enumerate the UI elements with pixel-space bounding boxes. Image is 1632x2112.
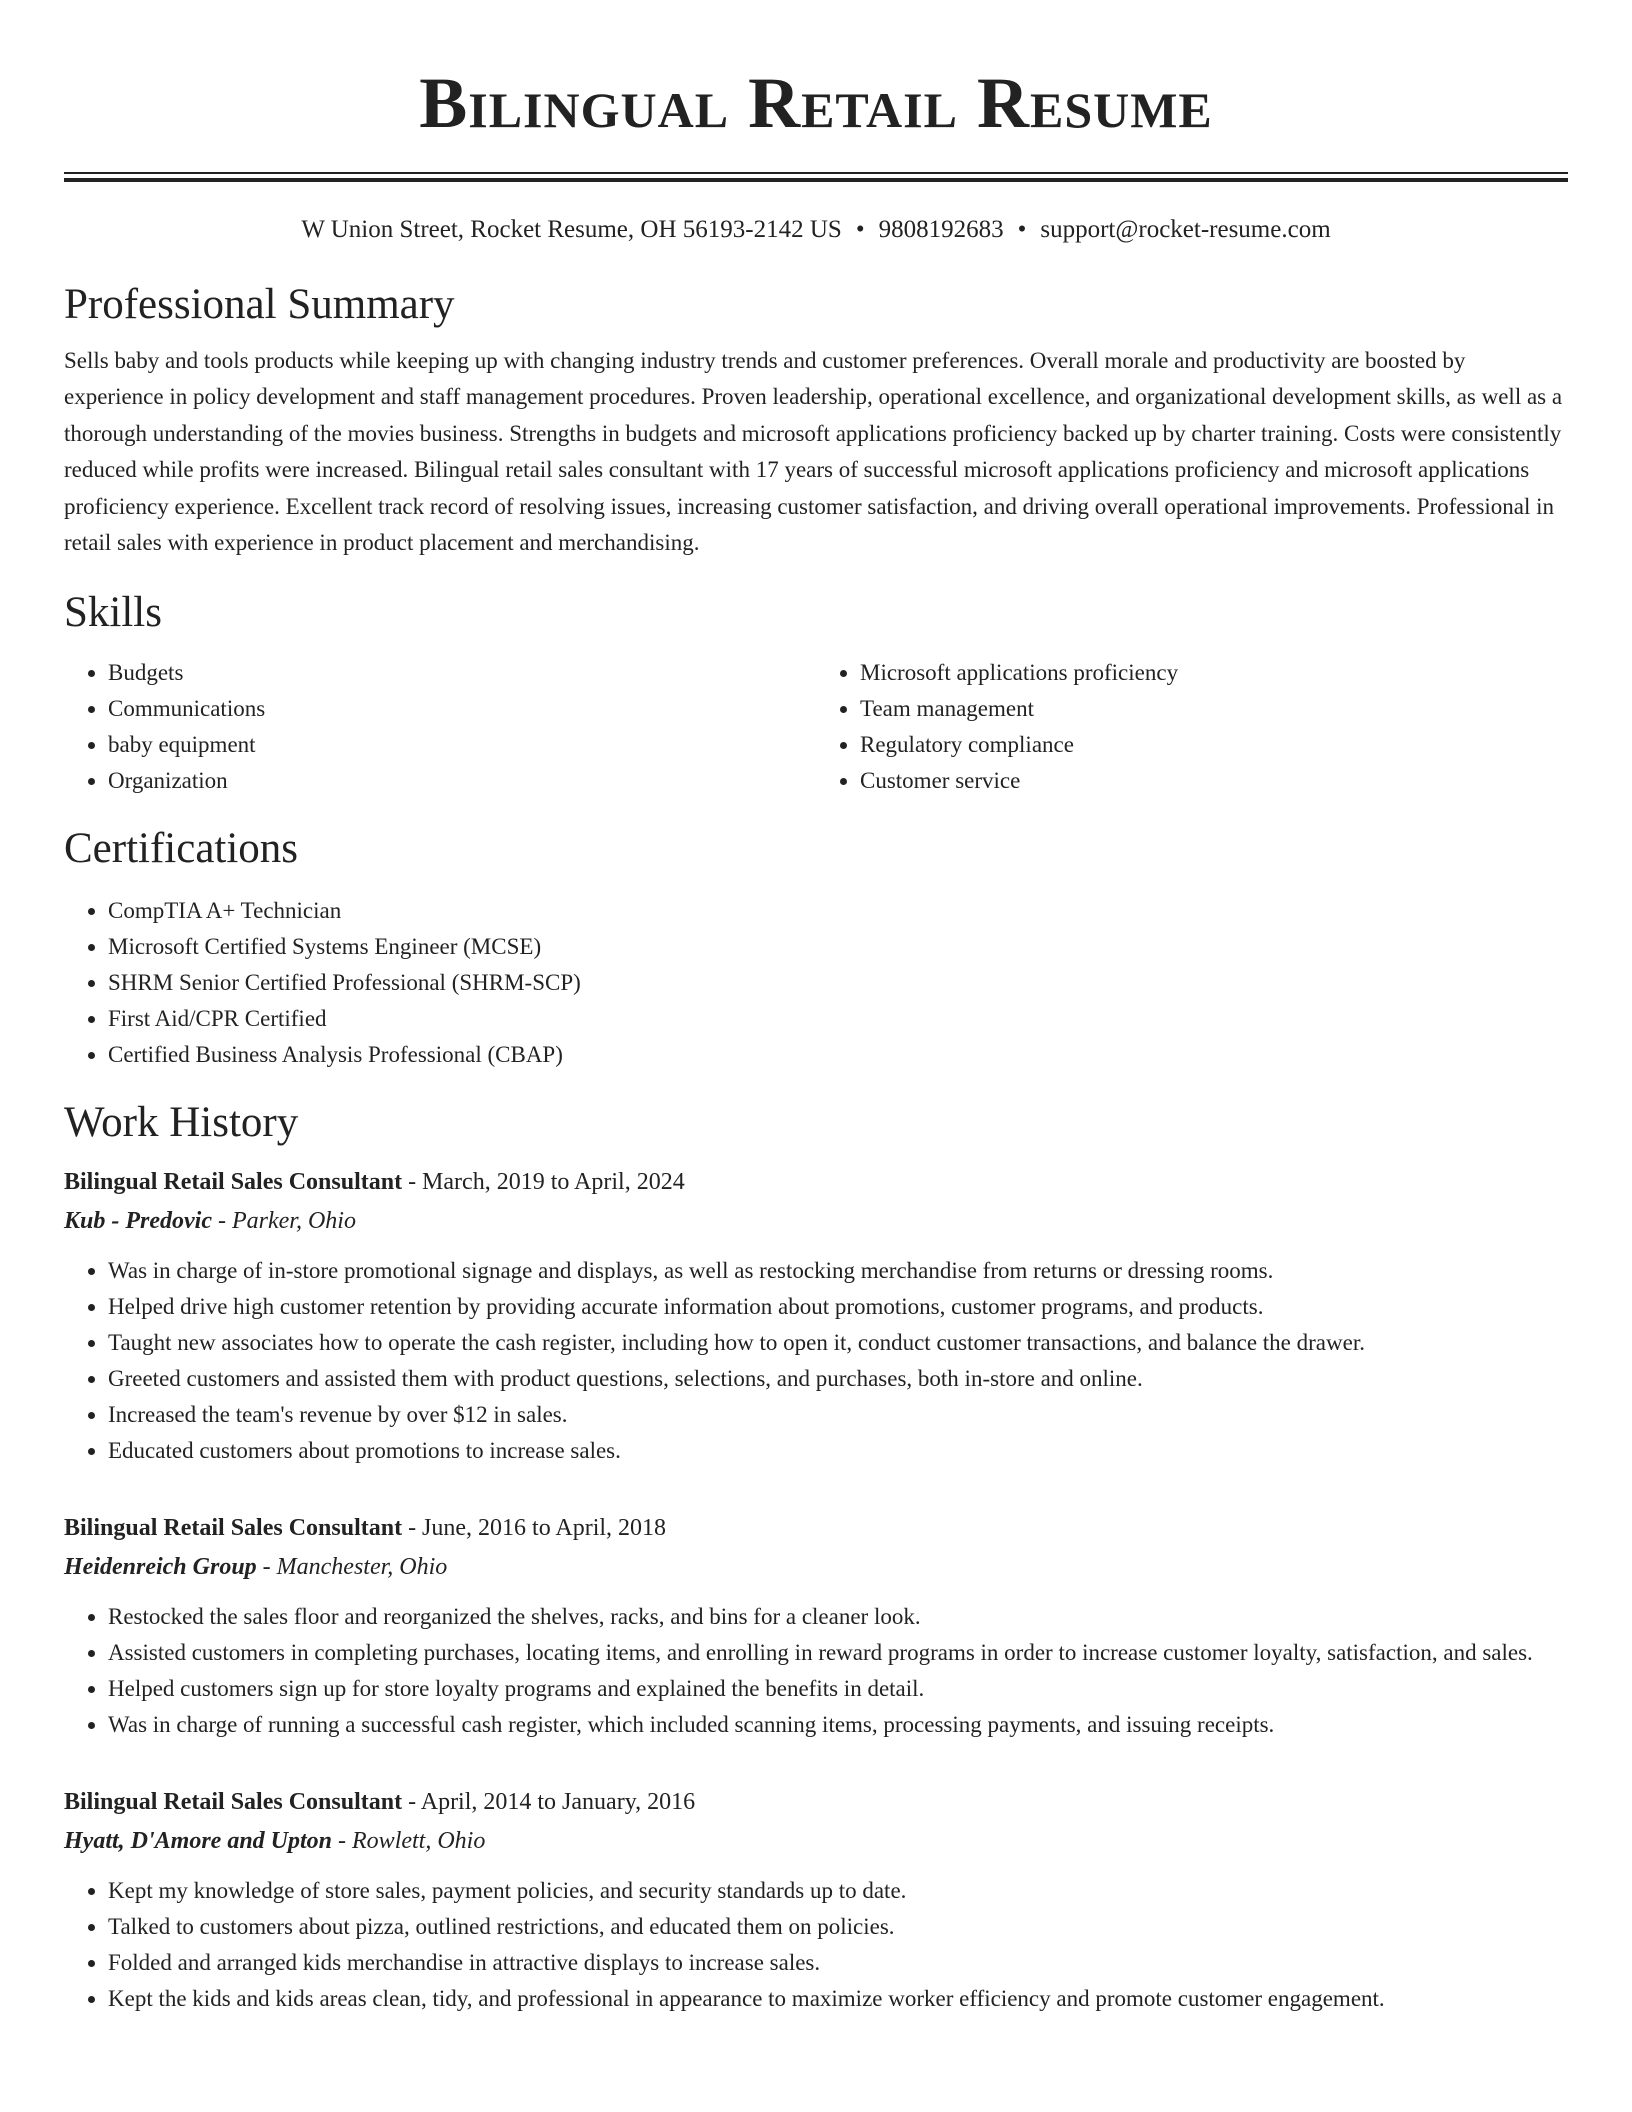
job-entry	[64, 1783, 1568, 2017]
summary-heading: Professional Summary	[64, 281, 455, 328]
job-dates: - June, 2016 to April, 2018	[402, 1515, 667, 1542]
job-bullet: • Helped customers sign up for store loyalty programs and explained the benefits in detail.	[108, 1671, 1568, 1707]
company-name: Kub - Predovic	[64, 1208, 212, 1235]
job-bullet: • Helped drive high customer retention by providing accurate information about promotions, customer programs, and products.	[108, 1289, 1568, 1325]
job-entry	[64, 1509, 1568, 1743]
certification-item: • Certified Business Analysis Professional (CBAP)	[108, 1037, 1568, 1073]
certifications-list	[64, 893, 1568, 1073]
skill-item: • Communications	[108, 691, 816, 727]
skill-item: • Team management	[860, 691, 1568, 727]
job-dates: - April, 2014 to January, 2016	[402, 1789, 696, 1816]
company-name: Heidenreich Group	[64, 1554, 257, 1581]
certification-item: • SHRM Senior Certified Professional (SHRM-SCP)	[108, 965, 1568, 1001]
contact-email: support@rocket-resume.com	[1040, 216, 1331, 243]
job-bullet: • Folded and arranged kids merchandise in attractive displays to increase sales.	[108, 1945, 1568, 1981]
job-bullet: • Educated customers about promotions to increase sales.	[108, 1433, 1568, 1469]
job-bullets	[64, 1873, 1568, 2017]
summary-section	[64, 279, 1568, 561]
company-location: - Manchester, Ohio	[256, 1554, 448, 1581]
job-title: Bilingual Retail Sales Consultant	[64, 1169, 403, 1196]
company-location: - Rowlett, Ohio	[332, 1828, 486, 1855]
resume-title: Bilingual Retail Resume	[419, 63, 1213, 143]
job-entry	[64, 1163, 1568, 1469]
certifications-heading: Certifications	[64, 825, 299, 873]
company-location: - Parker, Ohio	[211, 1208, 356, 1235]
job-title: Bilingual Retail Sales Consultant	[64, 1789, 403, 1816]
company-line	[64, 1548, 1568, 1587]
job-title-line	[64, 1783, 1568, 1822]
job-bullet: • Increased the team's revenue by over $12 in sales.	[108, 1397, 1568, 1433]
job-bullet: • Kept my knowledge of store sales, payment policies, and security standards up to date.	[108, 1873, 1568, 1909]
job-bullet: • Restocked the sales floor and reorganized the shelves, racks, and bins for a cleaner look.	[108, 1599, 1568, 1635]
job-title: Bilingual Retail Sales Consultant	[64, 1515, 403, 1542]
work-history-heading: Work History	[64, 1099, 299, 1147]
skills-heading: Skills	[64, 589, 162, 637]
job-dates: - March, 2019 to April, 2024	[402, 1169, 685, 1196]
company-line	[64, 1202, 1568, 1241]
job-bullet: • Taught new associates how to operate the cash register, including how to open it, conduct customer transactions, and balance the drawer.	[108, 1325, 1568, 1361]
skill-item: • Customer service	[860, 763, 1568, 799]
skills-list-left	[64, 655, 816, 799]
contact-address: W Union Street, Rocket Resume, OH 56193-2142 US	[301, 216, 842, 243]
certification-item: • First Aid/CPR Certified	[108, 1001, 1568, 1037]
company-name: Hyatt, D'Amore and Upton	[64, 1828, 333, 1855]
job-bullet: • Greeted customers and assisted them with product questions, selections, and purchases, both in-store and online.	[108, 1361, 1568, 1397]
job-title-line	[64, 1509, 1568, 1548]
certifications-section	[64, 823, 1568, 1073]
job-bullet: • Was in charge of in-store promotional signage and displays, as well as restocking merchandise from returns or dressing rooms.	[108, 1253, 1568, 1289]
certification-item: • Microsoft Certified Systems Engineer (MCSE)	[108, 929, 1568, 965]
contact-separator: •	[855, 216, 865, 243]
skills-columns	[64, 655, 1568, 799]
skill-item: • Regulatory compliance	[860, 727, 1568, 763]
contact-phone: 9808192683	[878, 216, 1004, 243]
job-bullet: • Assisted customers in completing purchases, locating items, and enrolling in reward programs in order to increase customer loyalty, satisfaction, and sales.	[108, 1635, 1568, 1671]
skill-item: • baby equipment	[108, 727, 816, 763]
work-history-section	[64, 1097, 1568, 2017]
title-divider	[64, 172, 1568, 182]
skill-item: • Budgets	[108, 655, 816, 691]
job-bullets	[64, 1599, 1568, 1743]
skill-item: • Microsoft applications proficiency	[860, 655, 1568, 691]
skills-list-right	[816, 655, 1568, 799]
job-bullet: • Was in charge of running a successful cash register, which included scanning items, processing payments, and issuing receipts.	[108, 1707, 1568, 1743]
summary-text: Sells baby and tools products while keeping up with changing industry trends and customer preferences. Overall morale and productivity are boosted by experience in policy development and staff management procedures. Proven leadership, operational excellence, and organizational development skills, as well as a thorough understanding of the movies business. Strengths in budgets and microsoft applications proficiency backed up by charter training. Costs were consistently reduced while profits were increased. Bilingual retail sales consultant with 17 years of successful microsoft applications proficiency and microsoft applications proficiency experience. Excellent track record of resolving issues, increasing customer satisfaction, and driving overall operational improvements. Professional in retail sales with experience in product placement and merchandising.	[64, 348, 1563, 556]
contact-line	[64, 215, 1568, 245]
job-bullets	[64, 1253, 1568, 1469]
job-bullet: • Kept the kids and kids areas clean, tidy, and professional in appearance to maximize worker efficiency and promote customer engagement.	[108, 1981, 1568, 2017]
skills-section	[64, 587, 1568, 799]
job-bullet: • Talked to customers about pizza, outlined restrictions, and educated them on policies.	[108, 1909, 1568, 1945]
certification-item: • CompTIA A+ Technician	[108, 893, 1568, 929]
contact-separator: •	[1017, 216, 1027, 243]
company-line	[64, 1822, 1568, 1861]
skill-item: • Organization	[108, 763, 816, 799]
job-title-line	[64, 1163, 1568, 1202]
